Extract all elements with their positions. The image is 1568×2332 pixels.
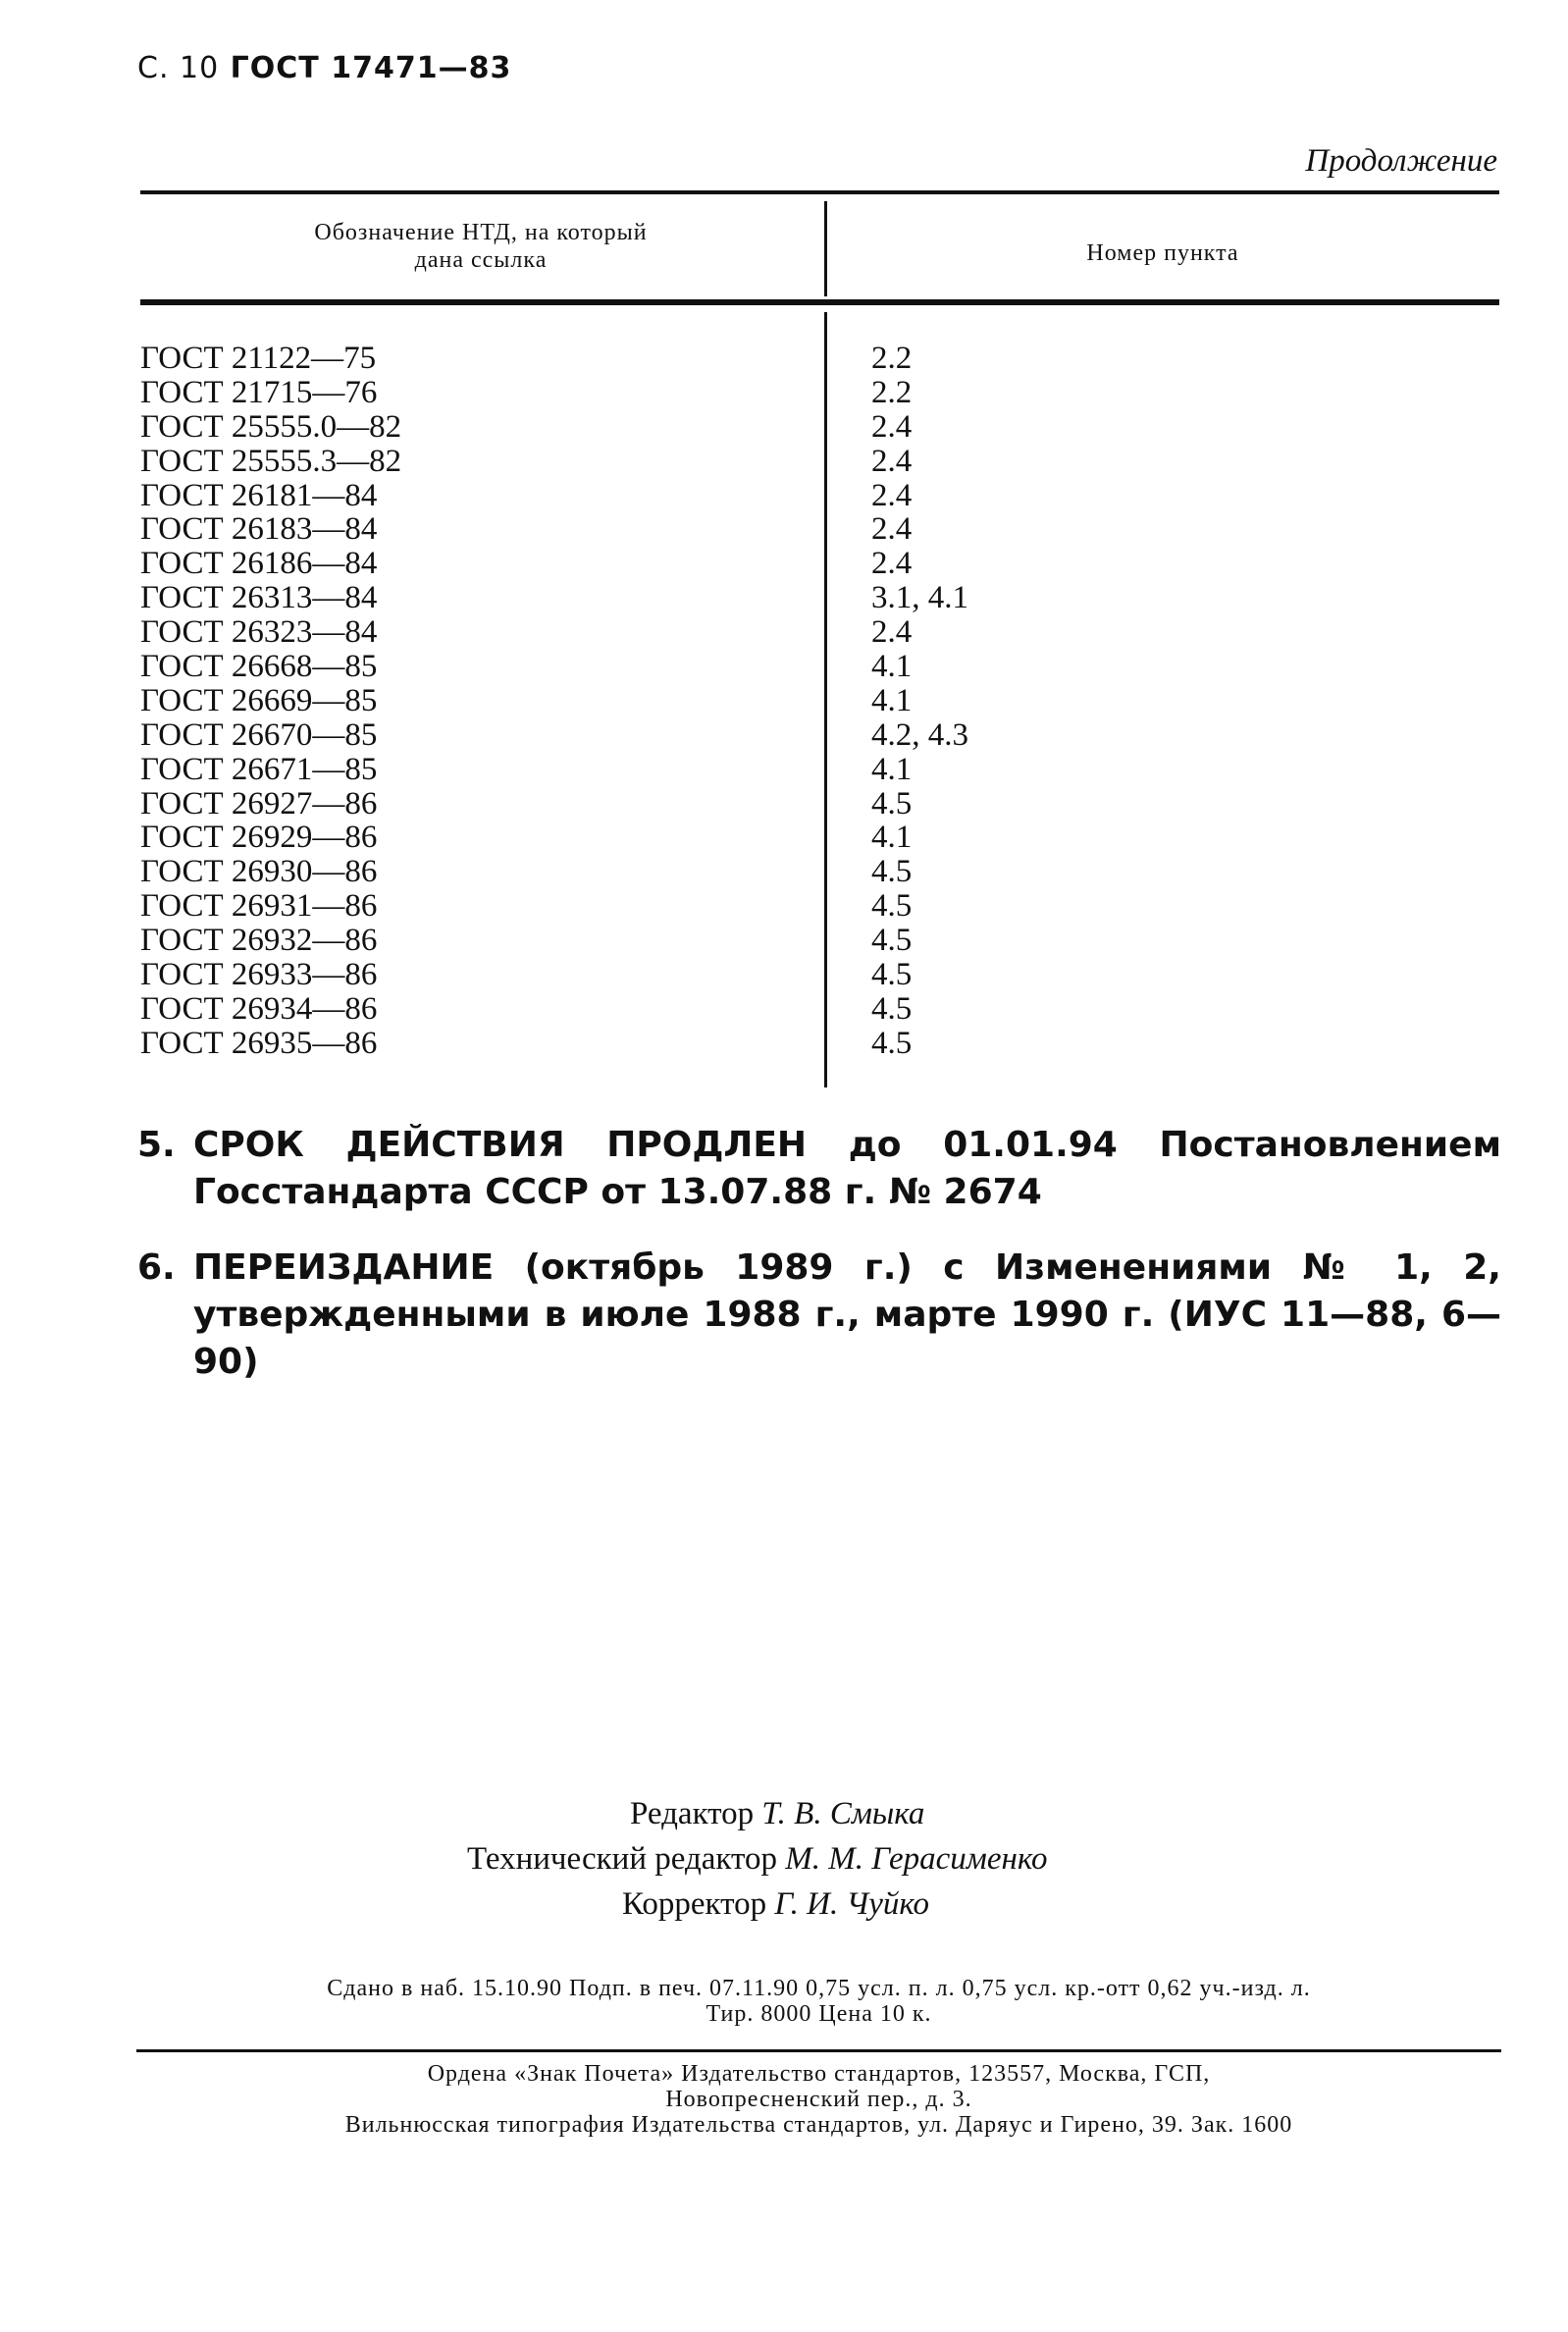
column-header-designation-line2: дана ссылка <box>414 247 548 273</box>
table-row-ref: ГОСТ 26927—86 <box>140 785 378 822</box>
table-header-rule <box>140 299 1499 305</box>
credit-person: Т. В. Смыка <box>761 1796 925 1831</box>
table-row-clause: 4.5 <box>871 957 913 993</box>
table-row-clause: 4.5 <box>871 923 913 959</box>
credit-corrector <box>622 1882 929 1927</box>
imprint-print-data <box>136 1976 1501 2027</box>
table-row-clause: 2.4 <box>871 546 913 582</box>
continuation-label: Продолжение <box>1305 143 1497 179</box>
credit-role: Технический редактор <box>467 1841 777 1877</box>
column-header-designation-line1: Обозначение НТД, на который <box>314 220 648 245</box>
table-row-ref: ГОСТ 26323—84 <box>140 614 378 651</box>
standard-code: ГОСТ 17471—83 <box>230 51 512 85</box>
table-row-ref: ГОСТ 25555.0—82 <box>140 408 402 445</box>
table-row-clause: 4.5 <box>871 785 913 822</box>
table-row-ref: ГОСТ 26932—86 <box>140 923 378 959</box>
table-row-ref: ГОСТ 26313—84 <box>140 580 378 616</box>
table-row-ref: ГОСТ 26671—85 <box>140 751 378 787</box>
table-top-rule <box>140 190 1499 194</box>
imprint-line: Вильнюсская типография Издательства стандартов, ул. Даряус и Гирено, 39. Зак. 1600 <box>344 2112 1293 2138</box>
table-row-clause: 4.1 <box>871 682 913 718</box>
credit-role: Редактор <box>630 1796 755 1831</box>
table-row-clause: 4.5 <box>871 854 913 890</box>
table-row-ref: ГОСТ 25555.3—82 <box>140 443 402 479</box>
table-row-ref: ГОСТ 26183—84 <box>140 511 378 548</box>
table-row-ref: ГОСТ 26186—84 <box>140 546 378 582</box>
column-header-clause: Номер пункта <box>1086 240 1239 266</box>
table-row-clause: 4.2, 4.3 <box>871 716 968 753</box>
page-header <box>137 51 511 85</box>
imprint-publisher <box>136 2061 1501 2138</box>
credit-person: Г. И. Чуйко <box>774 1886 930 1922</box>
table-row-clause: 4.5 <box>871 1025 913 1061</box>
table-row-clause: 2.4 <box>871 511 913 548</box>
table-row-ref: ГОСТ 26934—86 <box>140 990 378 1027</box>
item-number: 5. <box>137 1125 176 1165</box>
page-number: С. 10 <box>137 51 220 85</box>
table-row-ref: ГОСТ 21122—75 <box>140 341 377 376</box>
table-row-clause: 4.5 <box>871 888 913 925</box>
table-row-ref: ГОСТ 26668—85 <box>140 649 378 685</box>
imprint-line: Ордена «Знак Почета» Издательство стандартов, 123557, Москва, ГСП, <box>427 2061 1211 2087</box>
imprint-line: Сдано в наб. 15.10.90 Подп. в печ. 07.11.90 0,75 усл. п. л. 0,75 усл. кр.-отт 0,62 уч.-изд. л. <box>327 1976 1311 2001</box>
table-row-ref: ГОСТ 26181—84 <box>140 477 378 513</box>
table-row-clause: 2.4 <box>871 443 913 479</box>
table-row-clause: 2.4 <box>871 614 913 651</box>
table-row-clause: 4.5 <box>871 990 913 1027</box>
imprint-rule <box>136 2049 1501 2052</box>
table-row-clause: 4.1 <box>871 751 913 787</box>
table-row-ref: ГОСТ 26935—86 <box>140 1025 378 1061</box>
table-row-clause: 2.2 <box>871 341 913 376</box>
table-row-clause: 4.1 <box>871 649 913 685</box>
table-row-clause: 3.1, 4.1 <box>871 580 968 616</box>
table-row-clause: 2.4 <box>871 477 913 513</box>
table-body-divider <box>824 312 827 1087</box>
table-row-ref: ГОСТ 21715—76 <box>140 374 378 410</box>
table-row-ref: ГОСТ 26931—86 <box>140 888 378 925</box>
credit-role: Корректор <box>622 1886 767 1922</box>
item-text: СРОК ДЕЙСТВИЯ ПРОДЛЕН до 01.01.94 Постановлением Госстандарта СССР от 13.07.88 г. № 2674 <box>193 1125 1501 1212</box>
table-row-ref: ГОСТ 26669—85 <box>140 682 378 718</box>
credit-person: М. М. Герасименко <box>785 1841 1048 1877</box>
table-row-ref: ГОСТ 26929—86 <box>140 820 378 856</box>
item-text: ПЕРЕИЗДАНИЕ (октябрь 1989 г.) с Изменениями № 1, 2, утвержденными в июле 1988 г., марте 1990 г. (ИУС 11—88, 6—90) <box>193 1247 1501 1382</box>
item-validity-extended <box>137 1122 1501 1216</box>
table-row-ref: ГОСТ 26930—86 <box>140 854 378 890</box>
imprint-line: Новопресненский пер., д. 3. <box>665 2087 972 2112</box>
references-column <box>140 342 808 1061</box>
item-reissue <box>137 1245 1501 1386</box>
table-header-divider <box>824 201 827 296</box>
clauses-column <box>871 342 1460 1061</box>
item-number: 6. <box>137 1247 176 1288</box>
table-row-clause: 2.2 <box>871 374 913 410</box>
table-row-ref: ГОСТ 26933—86 <box>140 957 378 993</box>
credit-tech-editor <box>467 1836 1048 1882</box>
table-row-ref: ГОСТ 26670—85 <box>140 716 378 753</box>
table-row-clause: 4.1 <box>871 820 913 856</box>
imprint-line: Тир. 8000 Цена 10 к. <box>706 2001 932 2027</box>
table-row-clause: 2.4 <box>871 408 913 445</box>
credit-editor <box>630 1791 924 1836</box>
column-header-designation <box>206 219 756 274</box>
